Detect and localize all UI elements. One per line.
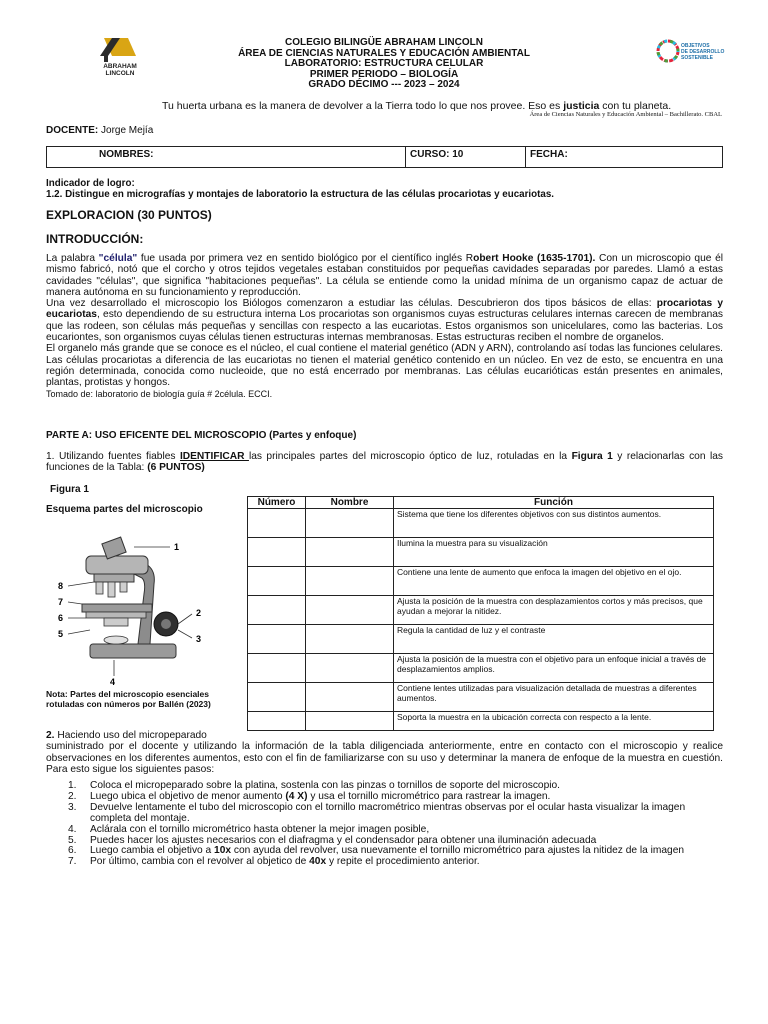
header-line-3: LABORATORIO: ESTRUCTURA CELULAR [284,58,484,69]
numero-cell[interactable] [248,625,306,654]
microscope-head [86,556,148,574]
hooke-name: obert Hooke (1635-1701). [473,253,596,264]
list-item: 6. Luego cambia el objetivo a 10x con ayuda del revolver, usa nuevamente el tornillo micrométrico para ajustes la nitidez de la imagen [68,845,685,857]
parts-function-table [247,496,714,731]
teacher-label: DOCENTE: [46,125,99,136]
nombre-cell[interactable] [306,509,394,538]
header-line-2: ÁREA DE CIENCIAS NATURALES Y EDUCACIÓN AMBIENTAL [238,47,530,59]
condenser [104,618,128,626]
table-row [248,654,714,683]
achievement-indicator [46,178,726,200]
exploration-heading: EXPLORACION (30 PUNTOS) [46,208,212,222]
lamp [104,636,128,644]
part-a-heading: PARTE A: USO EFICENTE DEL MICROSCOPIO (Partes y enfoque) [46,430,357,441]
intro-paragraph-3: El organelo más grande que se conoce es el núcleo, el cual contiene el material genético (ADN y ARN), controlando así todas las funciones celulares. Las células procariotas a diferencia de las eucariotas no tienen el material genético contenido en un núcleo. En vez de esto, se encuentra en una región determinada, conocida como nucleoide, que no está encerrado por membranas. Las células eucarióticas están presentes en animales, plantas, protistas y hongos. [46,343,723,389]
label-2: 2 [196,608,202,618]
funcion-cell: Ajusta la posición de la muestra con el objetivo para un enfoque inicial a través de desplazamientos amplios. [394,654,714,683]
funcion-cell: Ilumina la muestra para su visualización [394,538,714,567]
nombre-cell[interactable] [306,654,394,683]
intro-paragraph-1: La palabra "célula" fue usada por primera vez en sentido biológico por el científico inglés Robert Hooke (1635-1701). Con un microscopio que él mismo fabricó, notó que el corcho y otros tejidos vegetales estaban constituidos por pequeñas cavidades separadas por paredes. Llamó a estas cavidades "células", que significa "habitaciones pequeñas". La célula se entiende como la unidad mínima de un organismo capaz de actuar de manera autónoma en su funcionamiento y reproducción. [46,253,723,298]
label-7: 7 [58,597,64,607]
intro-paragraph-2: Una vez desarrollado el microscopio los Biólogos comenzaron a estudiar las células. Descubrieron dos tipos básicos de ellas: procariotas y eucariotas, esto dependiendo de su estructura interna Los procariotas son organismos cuyas estructuras celulares internas carecen de membranas que las rodeen, son células más pequeñas y sencillas con respecto a las eucariotas. Estos organismos son unicelulares, como las bacterias. Los eucariontes, son organismos cuyas células tienen estructuras internas membranosas. Estas estructuras reciben el nombre de organelos. [46,298,723,344]
student-info-box [46,146,723,168]
motto-subtitle: Área de Ciencias Naturales y Educación Ambiental – Bachillerato. CBAL [529,111,722,118]
list-item: 1. Coloca el micropeparado sobre la platina, sostenla con las pinzas o tornillos de soporte del microscopio. [68,780,561,791]
numero-cell[interactable] [248,567,306,596]
introduction-text [46,253,723,400]
numero-cell[interactable] [248,712,306,731]
label-6: 6 [58,613,64,623]
header-line-1: COLEGIO BILINGÜE ABRAHAM LINCOLN [285,37,483,48]
celula-term: "célula" [98,253,138,264]
teacher [46,125,153,136]
school-logo [98,34,142,80]
funcion-cell: Contiene una lente de aumento que enfoca la imagen del objetivo en el ojo. [394,567,714,596]
nombres-field[interactable]: NOMBRES: [99,149,154,160]
nombre-cell[interactable] [306,538,394,567]
nombre-cell[interactable] [306,567,394,596]
nombre-cell[interactable] [306,625,394,654]
nombre-cell[interactable] [306,712,394,731]
table-row [248,712,714,731]
curso-field[interactable]: CURSO: 10 [405,147,525,167]
figure-caption: Esquema partes del microscopio [46,504,203,515]
figure-label: Figura 1 [50,484,89,495]
figure-note: Nota: Partes del microscopio esenciales rotuladas con números por Ballén (2023) [46,689,211,709]
procedure-steps [68,781,723,868]
label-4: 4 [110,677,116,687]
header-line-5: GRADO DÉCIMO --- 2023 – 2024 [308,79,460,90]
identificar-keyword: IDENTIFICAR [179,451,249,462]
funcion-cell: Ajusta la posición de la muestra con desplazamientos cortos y más precisos, que ayudan a mejorar la nitidez. [394,596,714,625]
sdg-line-2: DE DESARROLLO [681,49,725,55]
microscope-diagram [50,534,220,686]
school-header [150,38,618,91]
list-item: 2. Luego ubica el objetivo de menor aumento (4 X) y usa el tornillo micrométrico para rastrear la imagen. [68,790,551,802]
label-5: 5 [58,629,64,639]
funcion-cell: Soporta la muestra en la ubicación correcta con respecto a la lente. [394,712,714,731]
indicator-title: Indicador de logro: [46,178,135,189]
header-funcion: Función [394,497,714,509]
table-row [248,538,714,567]
numero-cell[interactable] [248,683,306,712]
introduction-heading: INTRODUCCIÓN: [46,232,144,246]
table-row [248,567,714,596]
list-item: 4. Aclárala con el tornillo micrométrico hasta obtener la mejor imagen posible, [68,823,430,835]
label-3: 3 [196,634,202,644]
sdg-line-1: OBJETIVOS [681,43,710,49]
indicator-text: 1.2. Distingue en micrografías y montajes de laboratorio la estructura de las células procariotas y eucariotas. [46,189,554,200]
sdg-logo [656,38,725,68]
funcion-cell: Contiene lentes utilizadas para visualización detallada de muestras a diferentes aumentos. [394,683,714,712]
table-row [248,509,714,538]
table-row [248,683,714,712]
table-row [248,625,714,654]
funcion-cell: Regula la cantidad de luz y el contraste [394,625,714,654]
motto-text: Tu huerta urbana es la manera de devolver a la Tierra todo lo que nos provee. Eso es [162,100,564,112]
microscope-base [90,644,176,658]
label-8: 8 [58,581,64,591]
question-2-first-line: 2. Haciendo uso del micropeparado [46,730,207,741]
stage [82,604,152,612]
header-numero: Número [248,497,306,509]
list-item: 7. Por último, cambia con el revolver al objetico de 40x y repite el procedimiento anterior. [68,856,480,868]
logo-line-2: LINCOLN [105,70,135,77]
question-2 [46,730,723,775]
funcion-cell: Sistema que tiene los diferentes objetivos con sus distintos aumentos. [394,509,714,538]
label-1: 1 [174,542,180,552]
list-item: 5. Puedes hacer los ajustes necesarios con el diafragma y el condensador para obtener una iluminación adecuada [68,834,597,846]
revolver [94,574,134,582]
source-citation: Tomado de: laboratorio de biología guía # 2célula. ECCI. [46,388,273,399]
numero-cell[interactable] [248,654,306,683]
numero-cell[interactable] [248,596,306,625]
motto-text-end: con tu planeta. [599,100,672,112]
sdg-line-3: SOSTENIBLE [681,55,713,61]
table-row [248,596,714,625]
nombre-cell[interactable] [306,683,394,712]
list-item: 3. Devuelve lentamente el tubo del microscopio con el tornillo macrométrico mientras observas por el ocular hasta visualizar la imagen completa del montaje. [68,801,686,824]
logo-line-1: ABRAHAM [103,63,137,70]
motto-bold: justicia [563,100,600,112]
teacher-name: Jorge Mejía [98,125,154,136]
header-nombre: Nombre [306,497,394,509]
table-header-row [248,497,714,509]
header-line-4: PRIMER PERIODO – BIOLOGÍA [309,68,459,80]
question-1: 1. Utilizando fuentes fiables IDENTIFICAR las principales partes del microscopio óptico de luz, rotuladas en la Figura 1 y relacionarlas con las funciones de la Tabla: (6 PUNTOS) [46,451,723,474]
nombre-cell[interactable] [306,596,394,625]
question-2-body: suministrado por el docente y utilizando la información de la tabla diligenciada anteriormente, entre en contacto con el microscopio y realice observaciones en los diferentes aumentos, esto con el fin de familiarizarse con su uso y determinar la manera de enfoque de la muestra en cuestión. Para esto sigue los siguientes pasos: [46,741,723,775]
numero-cell[interactable] [248,538,306,567]
numero-cell[interactable] [248,509,306,538]
fecha-field[interactable]: FECHA: [525,147,722,167]
